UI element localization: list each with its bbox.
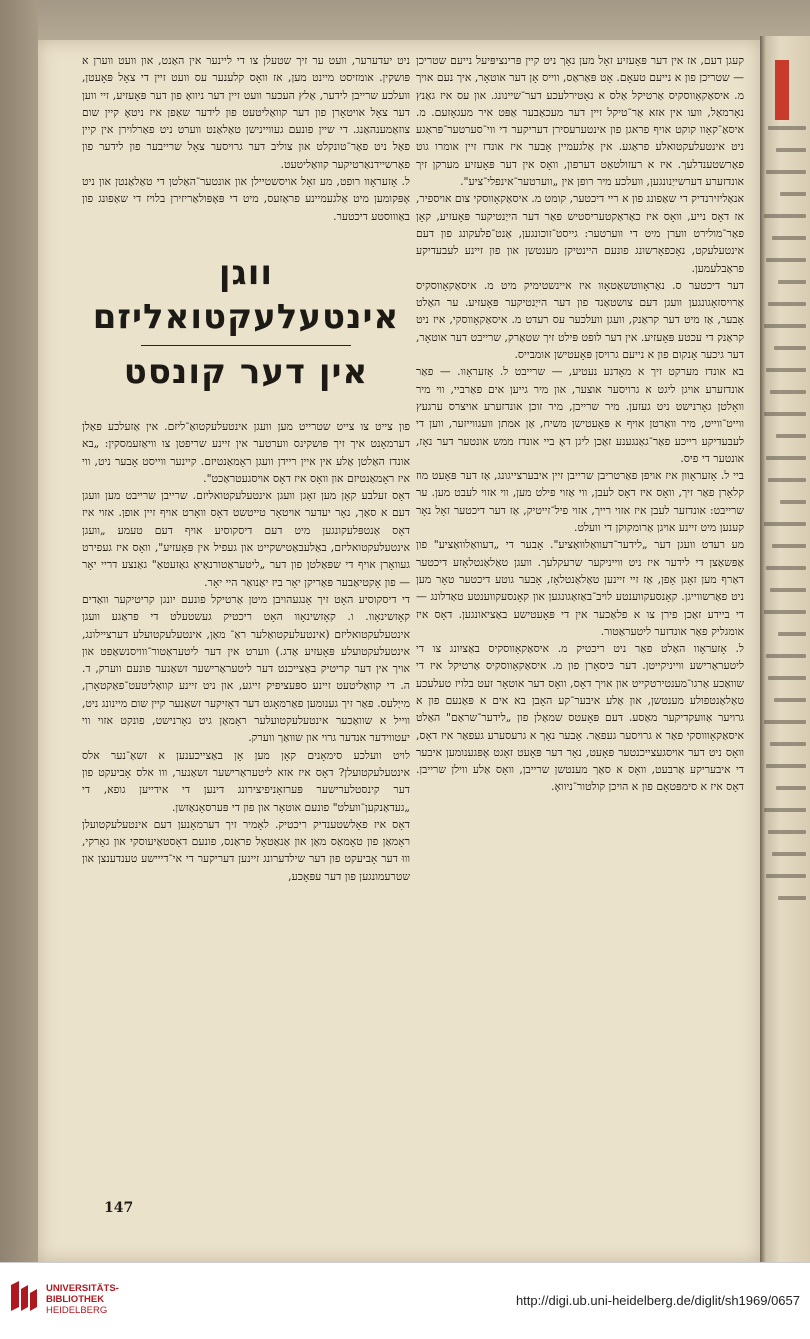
paragraph: די דיסקוסיע האָט זיך אָנגעהויבן מיטן אַרטיקל פונעם יונגן קריטיקער וואַדים קאָזשינאָוו. ו. קאָזשינאָוו האָט ריכטיק געשטעלט די פראַגע וועגן אינטעלעקטואליזם (אינטעלעקטואַלער ראַ־ מאַן, אינטעלעקטועלע דערציילונג, אינטעלעקטועלע פּאָעזיע אַדג.) ווערט אין דער ליטעראַטור־ווויסנשאַפט און אויך אין דער קריטיק באַצייכנט דער ליטעראַרישער זשאַנער פונעם ווערק, ד. ה. די קוואַליטעט זיינע ספּעציפיק זייגע, און ניט זיינע קוואַליטעט־פאַקטאָרן, מייַלעס. פאַר זיך גענומען פאַרמאָגט דער דאָזיקער זשאַנער קיין שום מיינונג ניט, ווייל א שוואַכער אינטעלעקטועלער ראָמאַן גיט גאָרנישט, פונקט אזוי ווי יעטווידער אנדער גרוי און שוואַך ווערק. (82, 592, 410, 745)
paragraph: בא אונדז מערקט זיך א מאָדנע נעטיע, — שרייבט ל. אָזעראָוו. — פאַר אונדזערע אויגן ליגט א גרויסער אוצער, און מיר גייען אים פאַרביי, ווי מיר וואָלטן גאָרנישט ניט געזען. מיר שרייבן, מיר זוכן אונדזערע אויצרס ערגעץ ווייט־ווייט, מיר וואַרטן אויף א פּאָעטישן משיח, אַן אמתן וועגווייזער, ווען די לעבעדיקע רייכע פאַר־גאַנגענע זאַכן ליגן דאָ ביי אונדז ממש אונטער דער נאָז, אונטער די פיס. (416, 365, 744, 465)
paragraph: ביי ל. אָזעראָוון איז אויפן פאַרטריבן שרייבן זיין איבערצייגונג, אַז דער פּאָעט מוז קלאָרן פאַר זיך, וואָס איז דאָס לעבן, ווי אַזוי פילט מען, ווי אזוי לעבט מען. ער שרייבט: אונדזער לעבן איז אזוי רייך, אזוי פיל־זייטיק, אַז דער דיכטער זאָל נאָר קענען מיט זיינע אויגן אַרומקוקן די וועלט. (416, 469, 744, 535)
text-column-right (416, 52, 744, 796)
paragraph: ל. אָזעראָוו רופט, מע זאָל אויסשטיילן און אונטער־האַלטן די טאַלאַנטן און ניט אָפּקומען מיט אַלגעמיינע פראַזעס, מיט די פּאָפּולאַריזירן בלויז די שאַפונג פון באַוווסטע דיכטער. (82, 175, 410, 223)
text-column-left (82, 52, 410, 885)
library-name: UNIVERSITÄTS- BIBLIOTHEK HEIDELBERG (46, 1283, 119, 1316)
scan-background-top (0, 0, 810, 40)
adjacent-page-edge (760, 36, 810, 1266)
paragraph: קעגן דעם, אז אין דער פּאָעזיע זאָל מען נאָך ניט קיין פּרינציפּיעל נייעם שטריכן — שטריכן פון א נייעם טעאָם. אָט פּאַראַס, ווייס אָן דער אוטאָר, איך נעם אויך מ. איסאַקאָווסקיס אַרטיקל אַלס א נאָטירלעכע דער־שיינונג. און עס איז גאַנץ נאָרמאַל, וועו אין אזא אַר־טיקל זיין דער מעכאַבער אַפּט איר מעגאָזעם. מ. איסאַ־קאָוו קוקט אויף פראגן פון אינטערעסירן דעריקער די ווי־סערטער־פּראַגע ניט אינטעלעקטואלע פראַגע. אין אַלגעמיין אָבער איז אונדז זיין אומרו גוט פאַרשטענדלעך. איז א רעזולטאַט דערפון, וואָס אין דער פּאָעזיע מערקן זיך אונדזערע דערשייַנונגען, וועלכע מיר רופן אין „ווערטער־אינפלי־ציע". (416, 54, 744, 189)
footer-bar (0, 1262, 810, 1339)
bookmark-tab (775, 60, 789, 120)
source-url-link[interactable]: http://digi.ub.uni-heidelberg.de/diglit/sh1969/0657 (515, 1293, 800, 1308)
paragraph: ניט יעדערער, וועט ער זיך שטעלן צו די ליינער אין האַנט, און וועט ווערן א פּושקין. אומזיסט מיינט מען, אז וואָס קלענער עס וועט זיין די צאָל פּאָעטן, וועלכע שרייבן לידער, אַלץ העכער וועט זיין דער ניוואָ פון דער פּאָעזיע, זיי ווען דער צאָל אויטאָרן פון דער קוואַליטעט פון לידער שאַפן איז ניטאָ קיין שום צוזאַמענהאַנג. די שיין פונעם געוויינישן טאַלאַנט ווערט ניט פאַרלוירן אין קיין פאַל ניט פאַר־טונקלט און צוליב דער גרויסער צאָל שרייבער פון לידער פון פאַרשיידנאַרטיקער קוואַליטעט. (82, 54, 410, 171)
paragraph: לויט וועלכע סימאָנים קאָן מען אָן באַצייכענען א זשאַ־נער אלס אינטעלעקטועלן? דאָס איז אזא ליטעראַרישער זשאַנער, ווו אלס אָביעקט פון דער קינסטלערישער פּערזאָניפיצירונג דינען די אידייען גופא, די „געדאַנקען־וועלט" פונעם אוטאָר און פון די פּערסאָנאַזשן. (82, 748, 410, 814)
page-number: 147 (104, 1200, 134, 1216)
paragraph: ל. אָזעראָוו האַלט פאַר ניט ריכטיק מ. איסאַקאָווסקיס באַציִונג צו די ליטעראַרישע ווייניקייטן. דער כּיסאָרן פון מ. איסאַקאָווסקיס אַרטיקל איז די שוואַכע אַרגו־מענטירטקייט און אויך דאָס, וואָס דער אוטאָר זעט בלויז טעלעכע טאַלאַנטפולע מענטשן, און אַלע איבער־קע האָבן בא אים א פּאַנעם פון א גרויער אַוועקדיקער מאַסע. דעם פּאָעטס שמאַלן פון „לידער־שראַם" האַלט איסאַקאָוווסקי פאַר א גרויסער געפאַר. אָבער נאָך א גרעסערע געפאַר איז דאָס, וואָס ניט דער אויסגעצייכנטער פּאָעט, נאָר דער פּאָעט זאָגט אָפּגענומען איבער די איבעריקע אַרבעט, וואָס א סאַך מענטשן שרייבן, וואָס אַלע ווילן שרייבן. דאָס איז א סימפּטאָם פון א הויכן קולטור־ניוואָ. (416, 642, 744, 794)
title-line-1: ווגן אינטעלעקטואליזם (92, 252, 400, 337)
paragraph: מע רעדט וועגן דער „לידער־דעוואַלוואַציע". אָבער די „דעוואַלוואַציע" פון אַפּשאַצן די לידער איז ניט ווייניקער שרעקלעך. וועגן טאַלאַנטלאָזע דיכטער דאַרף מען זאָגן אָפן, אַז זיי זיינען טאַלאַנטלאָז, אָבער גוטע דיכטער טאָר מען ניט פאַרשווייגן. קאָנסעקווענטע לויב־באַזאַגונגען און קאָנסעקווענטע טאַדלונג — די ביידע זאַכן פירן צו א פלאַכער אין די פּאָעטישע באַציאונגען. דאָס איז אומגליק פאַר אונדזער ליטעראַטור. (416, 538, 744, 638)
scan-background-left (0, 0, 38, 1275)
title-line-2: אין דער קונסט (123, 351, 369, 392)
title-divider (141, 345, 351, 346)
article-title (82, 251, 410, 394)
paragraph: דאָס זעלבע קאָן מען זאָגן וועגן אינטעלעקטואליזם. שרייבן שרייבט מען וועגן דעם א סאַך, נאָר יעדער אויטאָר טייטשט דאָס וואָרט אויף זיין אופן. אזוי איז דאָס אַנטפּלעקונגען מיט דעם דיסקוסיע אויף דעם טעמע „וועגן אינטעלעקטואליזם, באַלעבאַטישקייט און געפיל אין פּאָעזיע", וואָס איז געפירט געוואָרן אויף די שפּאַלטן פון דער „ליטעראַטורנאַיאַ גאַזעטאַ" גאַנצע דריי יאָר — פון אָקטיאַבער פּאַריקן יאָר ביז יאַנואַר היי יאָר. (82, 489, 410, 589)
paragraph: אנאַליזירנדיק די שאַפונג פון א ריי דיכטער, קומט מ. איסאַקאָווסקי צום אויספיר, אז דאָס נייע, וואָס איז כאַראַקטעריסטיש פאַר דער הייַנטיקער פּאָעזיע, קאָן פאַר־מולירט ווערן מיט די ווערטער: גייסט־זוכונגען, אַנט־פלעקונג פון דעם אינטעלעקט, נאָכפאָרשונג פונעם היינטיקן מענטשן און פון זיינע לעבעדיקע פראַבלעמען. (416, 192, 744, 275)
paragraph: פון צייט צו צייט שטרייט מען וועגן אינטעלעקטואַ־ליזם. אין אַזעלכע פאַלן דערמאָנט איך זיך פּושקינס ווערטער אין זיינע שריפטן צו וויאַזעמסקין: „בא אונדז האַלטן אַלע אין איין ריידן וועגן ראָמאַנטיזם. קיינער ווייסט אָבער ניט, ווי איז ראָמאַנטיזם און וואָס איז דאָס אויסגעטראַכט". (82, 419, 410, 485)
paragraph: דער דיכטער ס. נאַראָווטשאַטאָוו איז איינשטימיק מיט מ. איסאַקאָווסקיס אַרויסזאָגונגען וועגן דעם צושטאַנד פון דער הייַנטיקער פּאָעזיע. ער האַלט אָבער, אַז מיט דער קראַנק, וועגן וועלכער עס רעדט מ. איסאַקאָווסקי, איז ניט קראַנק די עכטע פּאָעזיע. אין דער לופט פּילט זיך שטאַרק, שרייבט דער אוטאָר, דער גיכער אָנקום פון א נייעם גרויסן פּאָעטישן אומבייס. (416, 278, 744, 362)
university-library-logo-icon (8, 1279, 40, 1313)
paragraph: דאָס איז פאָלשטענדיק ריכטיק. לאָמיר זיך דערמאָנען דעם אינטעלעקטועלן ראָמאַן פון טאָמאַס מאַן און אַנאַטאָל פראַנס, פונעם דאָסטאַיעוסקי און גאָרקי, וווּ דער אָביעקט פון דער שילדערונג זיינען דעריקער די אי־דייישע טענדענצן און שטרעמונגען פון דער עפּאָכע, (82, 817, 410, 883)
